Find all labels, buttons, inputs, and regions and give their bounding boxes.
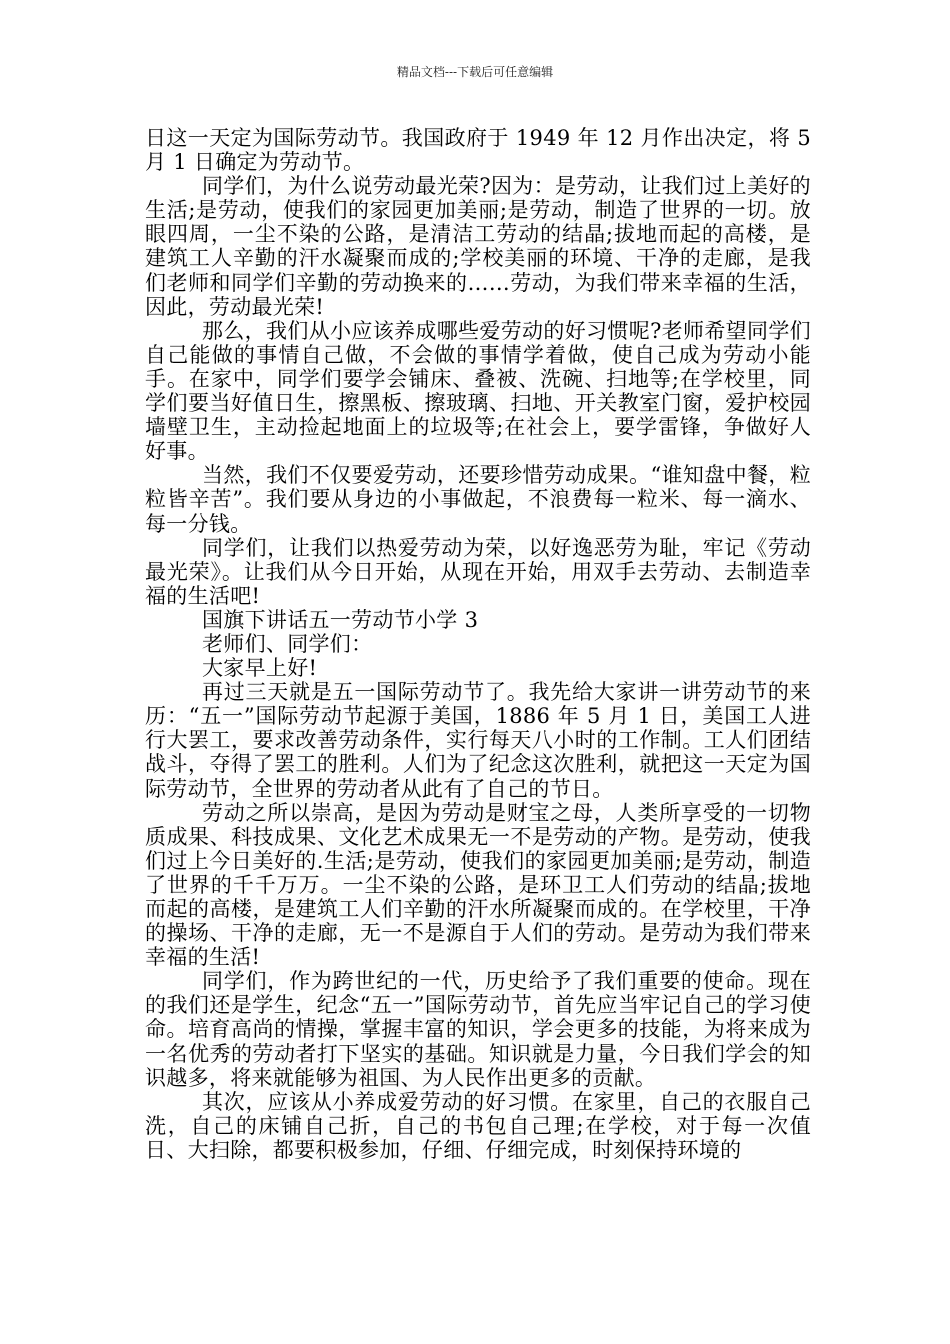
paragraph: 劳动之所以崇高，是因为劳动是财宝之母，人类所享受的一切物质成果、科技成果、文化艺术成果无一不是劳动的产物。是劳动，使我们过上今日美好的.生活;是劳动，使我们的家园更加美丽;是劳动，制造了世界的千千万万。一尘不染的公路，是环卫工人们劳动的结晶;拔地而起的高楼，是建筑工人们辛勤的汗水所凝聚而成的。在学校里，干净的操场、干净的走廊，无一不是源自于人们的劳动。是劳动为我们带来幸福的生活! — [145, 800, 811, 970]
paragraph: 那么，我们从小应该养成哪些爱劳动的好习惯呢?老师希望同学们自己能做的事情自己做，不会做的事情学着做，使自己成为劳动小能手。在家中，同学们要学会铺床、叠被、洗碗、扫地等;在学校里，同学们要当好值日生，擦黑板、擦玻璃、扫地、开关教室门窗，爱护校园墙壁卫生，主动捡起地面上的垃圾等;在社会上，要学雷锋，争做好人好事。 — [145, 318, 811, 464]
document-body — [145, 126, 811, 1162]
paragraph: 同学们，作为跨世纪的一代，历史给予了我们重要的使命。现在的我们还是学生，纪念“五一”国际劳动节，首先应当牢记自己的学习使命。培育高尚的情操，掌握丰富的知识，学会更多的技能，为将来成为一名优秀的劳动者打下坚实的基础。知识就是力量，今日我们学会的知识越多，将来就能够为祖国、为人民作出更多的贡献。 — [145, 969, 811, 1090]
paragraph: 其次，应该从小养成爱劳动的好习惯。在家里，自己的衣服自己洗，自己的床铺自己折，自己的书包自己理;在学校，对于每一次值日、大扫除，都要积极参加，仔细、仔细完成，时刻保持环境的 — [145, 1089, 811, 1162]
paragraph: 同学们，为什么说劳动最光荣?因为：是劳动，让我们过上美好的生活;是劳动，使我们的家园更加美丽;是劳动，制造了世界的一切。放眼四周，一尘不染的公路，是清洁工劳动的结晶;拔地而起的高楼，是建筑工人辛勤的汗水凝聚而成的;学校美丽的环境、干净的走廊，是我们老师和同学们辛勤的劳动换来的……劳动，为我们带来幸福的生活，因此，劳动最光荣! — [145, 174, 811, 319]
paragraph: 当然，我们不仅要爱劳动，还要珍惜劳动成果。“谁知盘中餐，粒粒皆辛苦”。我们要从身边的小事做起，不浪费每一粒米、每一滴水、每一分钱。 — [145, 463, 811, 536]
salutation: 老师们、同学们： — [202, 631, 373, 656]
page-header: 精品文档---下载后可任意编辑 — [396, 65, 554, 79]
paragraph: 再过三天就是五一国际劳动节了。我先给大家讲一讲劳动节的来历：“五一”国际劳动节起源于美国，1886 年 5 月 1 日，美国工人进行大罢工，要求改善劳动条件，实行每天八小时的工作制。工人们团结战斗，夺得了罢工的胜利。人们为了纪念这次胜利，就把这一天定为国际劳动节，全世界的劳动者从此有了自己的节日。 — [145, 680, 811, 801]
greeting: 大家早上好! — [202, 656, 318, 681]
section-title: 国旗下讲话五一劳动节小学 3 — [202, 607, 479, 632]
paragraph: 日这一天定为国际劳动节。我国政府于 1949 年 12 月作出决定，将 5 月 1 日确定为劳动节。 — [145, 126, 811, 175]
paragraph: 同学们，让我们以热爱劳动为荣，以好逸恶劳为耻，牢记《劳动最光荣》。让我们从今日开始，从现在开始，用双手去劳动、去制造幸福的生活吧! — [145, 535, 811, 608]
